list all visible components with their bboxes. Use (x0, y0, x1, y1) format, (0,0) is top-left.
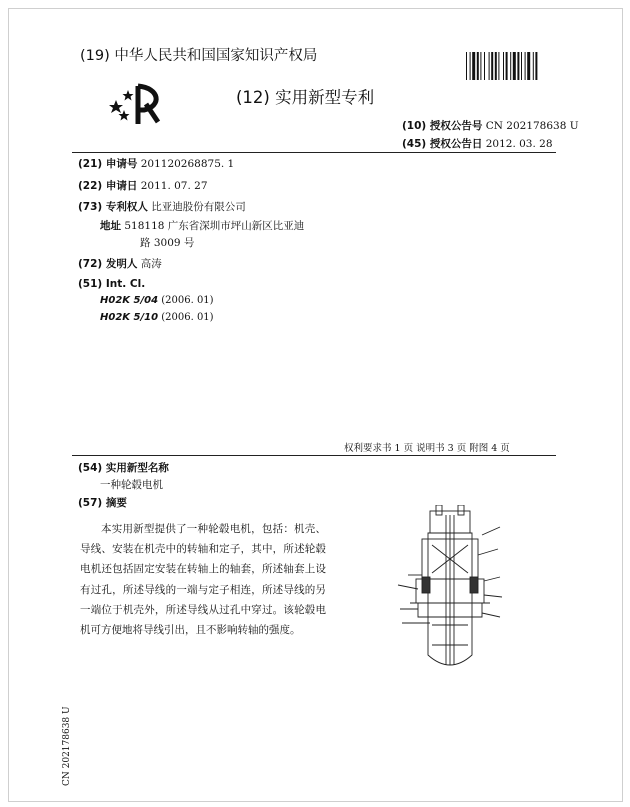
application-date-value: 2011. 07. 27 (140, 180, 208, 192)
address-line-2-wrap (140, 235, 194, 250)
abstract-text: 本实用新型提供了一种轮毂电机，包括：机壳、导线、安装在机壳中的转轴和定子，其中，所述轮毂电机还包括固定安装在转轴上的轴套，所述轴套上设有过孔，所述导线的一端与定子相连，所述导线的另一端位于机壳外，所述导线从过孔中穿过。该轮毂电机可方便地将导线引出，且不影响转轴的强度。 (80, 523, 326, 637)
inventor (78, 256, 162, 271)
abstract-heading: (57) 摘要 (78, 497, 127, 509)
patentee-value: 比亚迪股份有限公司 (151, 201, 246, 213)
int-cl-label: (51) Int. Cl. (78, 278, 146, 290)
page-count-info: 权利要求书 1 页 说明书 3 页 附图 4 页 (344, 443, 510, 454)
application-date (78, 178, 208, 193)
side-code-wrap (62, 706, 142, 796)
publication-date-value: 2012. 03. 28 (485, 138, 553, 150)
ipc-code: H02K 5/04 (100, 295, 159, 306)
ipc-code: H02K 5/10 (100, 312, 159, 323)
title-label: (54) 实用新型名称 (78, 462, 169, 474)
application-number-value: 201120268875. 1 (140, 158, 235, 170)
divider-middle (72, 455, 556, 456)
application-date-label: (22) 申请日 (78, 180, 138, 192)
publication-date (402, 136, 553, 151)
side-publication-code: CN 202178638 U (62, 706, 72, 786)
publication-number-label: (10) 授权公告号 (402, 120, 483, 132)
inventor-value: 高涛 (140, 258, 162, 270)
title-section-label (78, 460, 169, 475)
ipc-year: (2006. 01) (161, 312, 214, 323)
document-type: (12) 实用新型专利 (236, 88, 375, 107)
motor-drawing (392, 505, 508, 677)
sipo-logo (108, 80, 166, 132)
ipc-row (100, 312, 214, 323)
divider-top (72, 152, 556, 153)
address-line-1: 518118 广东省深圳市坪山新区比亚迪 (124, 220, 305, 232)
ipc-year: (2006. 01) (161, 295, 214, 306)
title-value: 一种轮毂电机 (100, 479, 163, 491)
int-cl (78, 278, 145, 290)
inventor-label: (72) 发明人 (78, 258, 138, 270)
publication-date-label: (45) 授权公告日 (402, 138, 483, 150)
patentee (78, 199, 246, 214)
publication-number-value: CN 202178638 U (485, 120, 579, 132)
application-number-label: (21) 申请号 (78, 158, 138, 170)
publication-number (402, 118, 579, 133)
application-number (78, 156, 234, 171)
office-name: (19) 中华人民共和国国家知识产权局 (80, 48, 318, 64)
utility-model-title (100, 477, 163, 492)
abstract-label (78, 495, 127, 510)
address (100, 218, 304, 233)
address-label: 地址 (100, 220, 121, 232)
barcode (466, 52, 556, 80)
address-line-2: 路 3009 号 (140, 237, 195, 249)
patentee-label: (73) 专利权人 (78, 201, 148, 213)
ipc-row (100, 295, 214, 306)
